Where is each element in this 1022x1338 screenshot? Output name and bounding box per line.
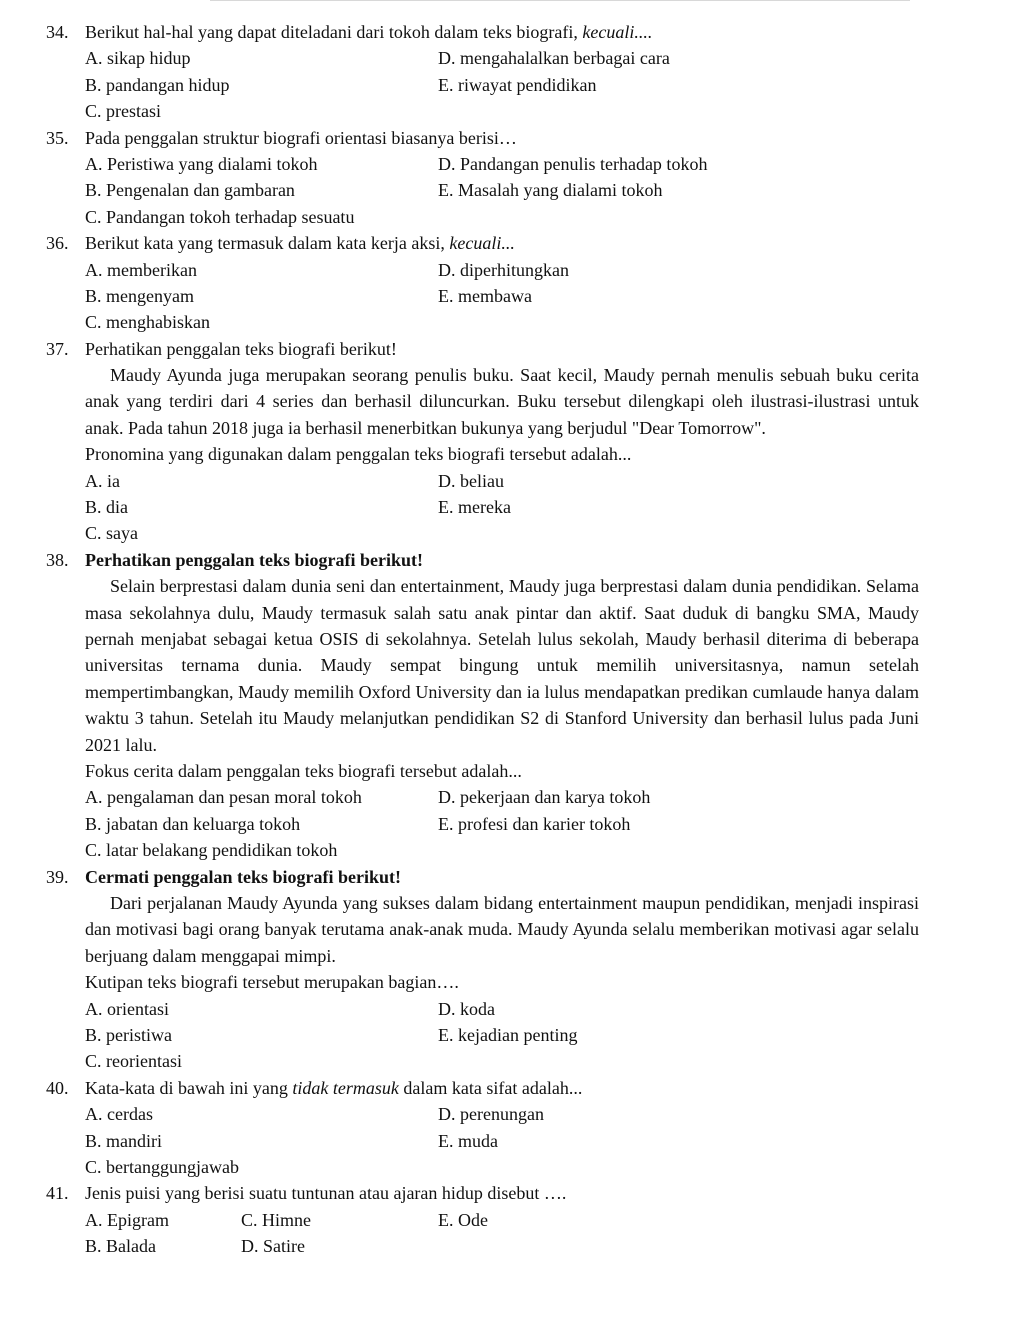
option-a[interactable]: A. memberikan bbox=[85, 259, 197, 280]
option-e[interactable]: E. profesi dan karier tokoh bbox=[438, 813, 631, 834]
options bbox=[0, 996, 1022, 1075]
question-38 bbox=[0, 547, 1022, 864]
option-d[interactable]: D. mengahalalkan berbagai cara bbox=[438, 48, 670, 69]
option-c[interactable]: C. bertanggungjawab bbox=[85, 1157, 239, 1177]
question-stem: Jenis puisi yang berisi suatu tuntunan atau ajaran hidup disebut …. bbox=[85, 1183, 567, 1204]
option-e[interactable]: E. mereka bbox=[438, 497, 511, 518]
question-prompt: Pronomina yang digunakan dalam penggalan teks biografi tersebut adalah... bbox=[85, 444, 632, 465]
option-a[interactable]: A. pengalaman dan pesan moral tokoh bbox=[85, 787, 362, 808]
question-stem: Cermati penggalan teks biografi berikut! bbox=[85, 866, 401, 887]
question-35 bbox=[0, 125, 1022, 231]
exam-page bbox=[0, 19, 1022, 1260]
option-a[interactable]: A. Epigram bbox=[85, 1209, 169, 1230]
question-number: 40. bbox=[46, 1077, 69, 1098]
options bbox=[0, 45, 1022, 124]
options bbox=[0, 468, 1022, 547]
passage: Selain berprestasi dalam dunia seni dan entertainment, Maudy juga berprestasi dalam dunia pendidikan. Selama masa sekolahnya dulu, Maudy termasuk salah satu anak pintar dan aktif. Saat duduk di bangku SMA, Maudy pernah menjabat sebagai ketua OSIS di sekolahnya. Setelah lulus sekolah, Maudy berhasil diterima di beberapa universitas ternama dunia. Maudy sempat bingung untuk memilih universitasnya, namun setelah mempertimbangkan, Maudy memilih Oxford University dan ia lulus mendapatkan predikan cumlaude hanya dalam waktu 3 tahun. Setelah itu Maudy melanjutkan pendidikan S2 di Stanford University dan berhasil lulus pada Juni 2021 lalu. bbox=[85, 576, 919, 755]
top-rule bbox=[210, 0, 910, 1]
option-a[interactable]: A. Peristiwa yang dialami tokoh bbox=[85, 153, 318, 174]
question-stem-emphasis: kecuali.... bbox=[582, 22, 653, 42]
option-e[interactable]: E. Masalah yang dialami tokoh bbox=[438, 180, 663, 201]
option-a[interactable]: A. cerdas bbox=[85, 1104, 153, 1125]
question-number: 41. bbox=[46, 1183, 69, 1204]
question-41 bbox=[0, 1180, 1022, 1259]
question-stem: Perhatikan penggalan teks biografi berikut! bbox=[85, 338, 397, 359]
option-b[interactable]: B. peristiwa bbox=[85, 1025, 172, 1046]
option-b[interactable]: B. pandangan hidup bbox=[85, 74, 230, 95]
option-a[interactable]: A. orientasi bbox=[85, 998, 169, 1019]
option-c[interactable]: C. latar belakang pendidikan tokoh bbox=[85, 840, 338, 861]
options bbox=[0, 257, 1022, 336]
option-e[interactable]: E. kejadian penting bbox=[438, 1025, 578, 1046]
option-b[interactable]: B. jabatan dan keluarga tokoh bbox=[85, 813, 301, 834]
options bbox=[0, 784, 1022, 863]
option-d[interactable]: D. Satire bbox=[241, 1236, 305, 1257]
question-number: 35. bbox=[46, 127, 69, 148]
question-37 bbox=[0, 336, 1022, 547]
option-c[interactable]: C. prestasi bbox=[85, 101, 161, 122]
option-c[interactable]: C. menghabiskan bbox=[85, 312, 210, 333]
question-prompt: Kutipan teks biografi tersebut merupakan bagian…. bbox=[85, 972, 459, 993]
question-stem: Kata-kata di bawah ini yang bbox=[85, 1077, 293, 1098]
option-d[interactable]: D. beliau bbox=[438, 470, 504, 491]
option-e[interactable]: E. muda bbox=[438, 1130, 498, 1151]
question-number: 37. bbox=[46, 338, 69, 359]
question-36 bbox=[0, 230, 1022, 336]
question-39 bbox=[0, 864, 1022, 1075]
option-b[interactable]: B. Pengenalan dan gambaran bbox=[85, 180, 295, 201]
option-d[interactable]: D. pekerjaan dan karya tokoh bbox=[438, 787, 651, 808]
question-stem: Perhatikan penggalan teks biografi berikut! bbox=[85, 549, 424, 570]
options bbox=[0, 151, 1022, 230]
question-stem: Pada penggalan struktur biografi orientasi biasanya berisi… bbox=[85, 127, 517, 148]
question-stem: Berikut kata yang termasuk dalam kata kerja aksi, bbox=[85, 233, 450, 254]
question-number: 38. bbox=[46, 549, 69, 570]
option-e[interactable]: E. riwayat pendidikan bbox=[438, 74, 597, 95]
option-c[interactable]: C. Himne bbox=[241, 1209, 311, 1230]
option-b[interactable]: B. Balada bbox=[85, 1236, 156, 1257]
options bbox=[0, 1101, 1022, 1180]
options bbox=[0, 1207, 1022, 1260]
passage: Maudy Ayunda juga merupakan seorang penulis buku. Saat kecil, Maudy pernah menulis sebuah buku cerita anak yang terdiri dari 4 series dan berhasil diluncurkan. Buku tersebut dilengkapi oleh ilustrasi-ilustrasi untuk anak. Pada tahun 2018 juga ia berhasil menerbitkan bukunya yang berjudul "Dear Tomorrow". bbox=[85, 365, 919, 438]
question-stem-emphasis: kecuali... bbox=[449, 233, 515, 254]
option-c[interactable]: C. reorientasi bbox=[85, 1051, 182, 1072]
option-d[interactable]: D. diperhitungkan bbox=[438, 259, 569, 280]
question-number: 34. bbox=[46, 22, 69, 42]
option-b[interactable]: B. mengenyam bbox=[85, 285, 194, 306]
option-b[interactable]: B. mandiri bbox=[85, 1130, 162, 1151]
question-34 bbox=[0, 19, 1022, 125]
question-stem: Berikut hal-hal yang dapat diteladani dari tokoh dalam teks biografi, bbox=[85, 22, 583, 42]
option-c[interactable]: C. saya bbox=[85, 523, 138, 544]
passage: Dari perjalanan Maudy Ayunda yang sukses dalam bidang entertainment maupun pendidikan, menjadi inspirasi dan motivasi bagi orang banyak terutama anak-anak muda. Maudy Ayunda selalu memberikan motivasi agar selalu berjuang dalam menggapai mimpi. bbox=[85, 893, 919, 966]
option-b[interactable]: B. dia bbox=[85, 497, 128, 518]
option-a[interactable]: A. ia bbox=[85, 470, 120, 491]
option-d[interactable]: D. Pandangan penulis terhadap tokoh bbox=[438, 153, 708, 174]
question-stem-emphasis: tidak termasuk bbox=[292, 1077, 399, 1098]
question-stem-end: dalam kata sifat adalah... bbox=[398, 1077, 583, 1098]
option-a[interactable]: A. sikap hidup bbox=[85, 48, 191, 69]
option-e[interactable]: E. Ode bbox=[438, 1209, 488, 1230]
question-40 bbox=[0, 1075, 1022, 1181]
question-number: 39. bbox=[46, 866, 69, 887]
question-number: 36. bbox=[46, 233, 69, 254]
question-prompt: Fokus cerita dalam penggalan teks biografi tersebut adalah... bbox=[85, 761, 522, 782]
option-e[interactable]: E. membawa bbox=[438, 285, 532, 306]
option-d[interactable]: D. perenungan bbox=[438, 1104, 544, 1125]
option-d[interactable]: D. koda bbox=[438, 998, 495, 1019]
option-c[interactable]: C. Pandangan tokoh terhadap sesuatu bbox=[85, 206, 355, 227]
